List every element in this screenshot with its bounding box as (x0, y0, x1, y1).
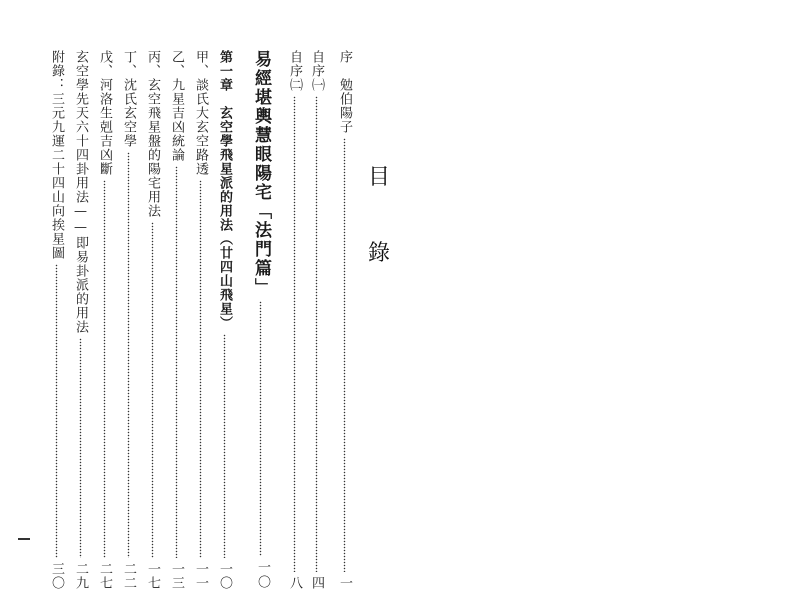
toc-entry-wu (98, 50, 111, 590)
toc-entry-appendix (50, 50, 63, 590)
toc-entry-text: 自序㈡ (287, 50, 302, 92)
dot-leader (122, 152, 135, 558)
toc-entry-page: 一 (337, 576, 352, 590)
toc-entry-text: 丙、玄空飛星盤的陽宅用法 (145, 50, 160, 218)
dot-leader (310, 96, 323, 572)
dot-leader (252, 301, 269, 556)
toc-entry-text: 附錄：三元九運二十四山向挨星圖 (49, 50, 64, 260)
toc-title-lu: 錄 (368, 241, 391, 266)
toc-entry-page: 二七 (97, 562, 112, 590)
dot-leader (218, 334, 231, 558)
toc-entry-sixty-four-gua (74, 50, 87, 590)
dot-leader (288, 96, 301, 572)
toc-entry-text: 乙、九星吉凶統論 (169, 50, 184, 162)
dot-leader (338, 138, 351, 572)
toc-entry-self-preface-1 (310, 50, 323, 590)
dot-leader (170, 166, 183, 558)
toc-entry-page: 一〇 (255, 560, 270, 590)
toc-entry-text: 第一章 玄空學飛星派的用法（廿四山飛星） (217, 50, 232, 330)
toc-entry-text: 自序㈠ (309, 50, 324, 92)
toc-entry-text: 丁、沈氏玄空學 (121, 50, 136, 148)
toc-entry-preface (338, 50, 351, 590)
toc-entry-page: 一三 (169, 562, 184, 590)
dot-leader (74, 338, 87, 558)
toc-entry-text: 序 勉伯陽子 (337, 50, 352, 134)
toc-entry-yi (170, 50, 183, 590)
toc-entry-page: 一七 (145, 562, 160, 590)
toc-entry-text: 甲、談氏大玄空路透 (193, 50, 208, 176)
dot-leader (98, 180, 111, 558)
toc-entry-bing (146, 50, 159, 590)
toc-entry-text: 戊、河洛生剋吉凶斷 (97, 50, 112, 176)
toc-entry-page: 三〇 (49, 562, 64, 590)
toc-entry-page: 一一 (193, 562, 208, 590)
dot-leader (146, 222, 159, 558)
toc-entry-page: 四 (309, 576, 324, 590)
dot-leader (50, 264, 63, 558)
toc-entry-text: 玄空學先天六十四卦用法——即易卦派的用法 (73, 50, 88, 334)
toc-entry-page: 八 (287, 576, 302, 590)
toc-entry-text: 易經堪輿慧眼陽宅「法門篇」 (251, 50, 271, 297)
toc-entry-page: 二九 (73, 562, 88, 590)
toc-entry-self-preface-2 (288, 50, 301, 590)
page-margin-number (18, 538, 30, 540)
dot-leader (194, 180, 207, 558)
toc-entry-page: 一〇 (217, 562, 232, 590)
toc-title-mu: 目 (368, 165, 391, 190)
toc-entry-jia (194, 50, 207, 590)
toc-entry-main-title (252, 50, 269, 590)
toc-entry-ding (122, 50, 135, 590)
toc-entry-chapter-1 (218, 50, 231, 590)
toc-entry-page: 二二 (121, 562, 136, 590)
